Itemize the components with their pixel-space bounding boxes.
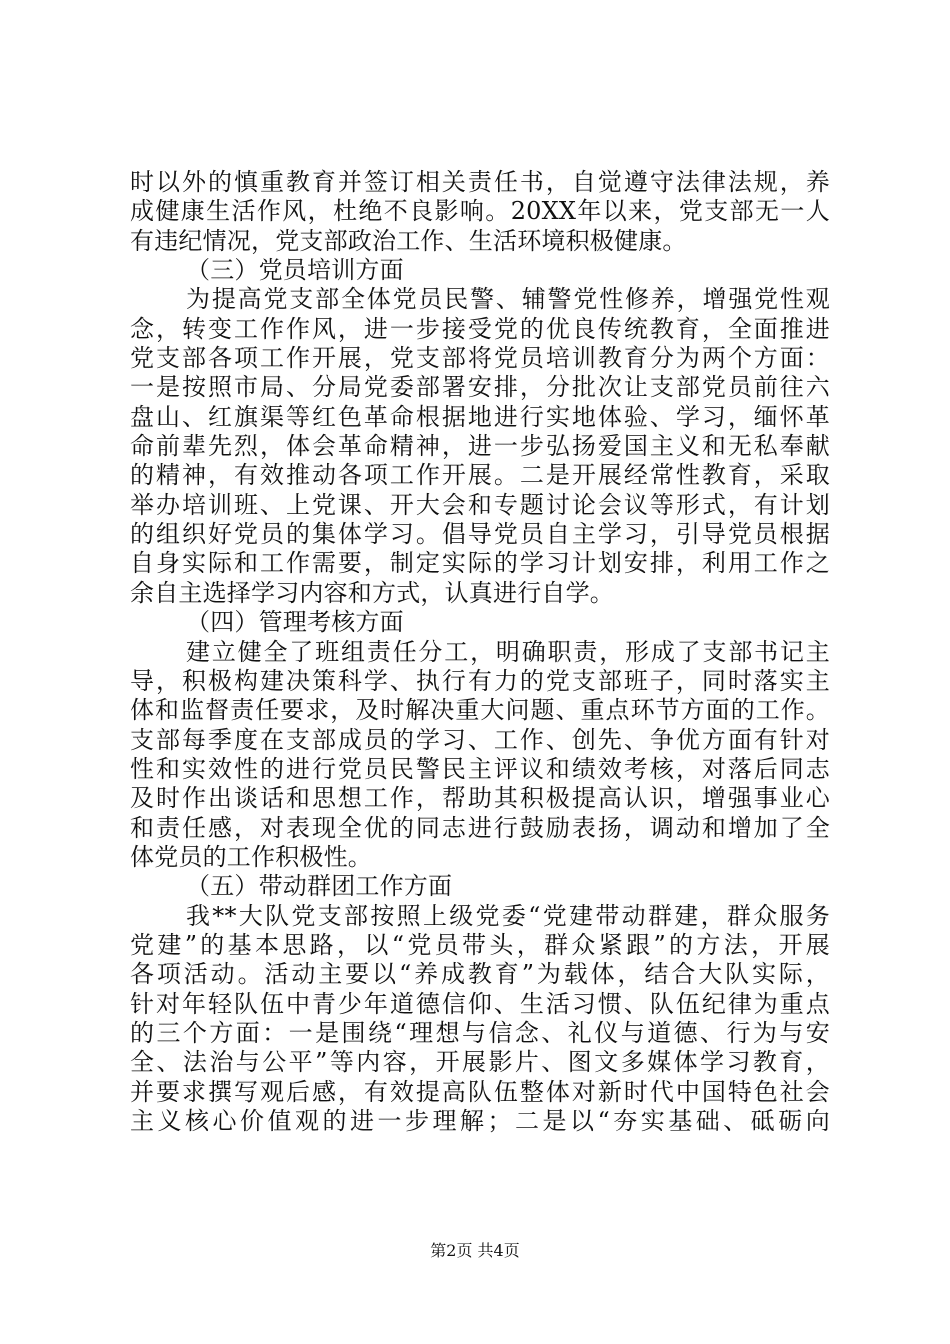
text-line: 性和实效性的进行党员民警民主评议和绩效考核，对落后同志 [130, 754, 830, 783]
text-line: 的三个方面：一是围绕“理想与信念、礼仪与道德、行为与安 [130, 1018, 830, 1047]
text-line: 和责任感，对表现全优的同志进行鼓励表扬，调动和增加了全 [130, 813, 830, 842]
text-line: 导，积极构建决策科学、执行有力的党支部班子，同时落实主 [130, 666, 830, 695]
page-number-footer: 第2页 共4页 [430, 1241, 520, 1260]
text-line: 念，转变工作作风，进一步接受党的优良传统教育，全面推进 [130, 314, 830, 343]
text-line: 盘山、红旗渠等红色革命根据地进行实地体验、学习，缅怀革 [130, 402, 830, 431]
text-line: （三）党员培训方面 [186, 256, 404, 285]
text-line: 全、法治与公平”等内容，开展影片、图文多媒体学习教育， [130, 1048, 830, 1077]
text-line: 我**大队党支部按照上级党委“党建带动群建，群众服务 [186, 901, 830, 930]
text-line: 的组织好党员的集体学习。倡导党员自主学习，引导党员根据 [130, 520, 830, 549]
text-line: 时以外的慎重教育并签订相关责任书，自觉遵守法律法规，养 [130, 168, 830, 196]
text-line: 举办培训班、上党课、开大会和专题讨论会议等形式，有计划 [130, 490, 830, 519]
text-line: （五）带动群团工作方面 [186, 872, 453, 901]
text-line: 并要求撰写观后感，有效提高队伍整体对新时代中国特色社会 [130, 1077, 830, 1106]
document-body [130, 168, 830, 1136]
text-line: 支部每季度在支部成员的学习、工作、创先、争优方面有针对 [130, 725, 830, 754]
text-line: 各项活动。活动主要以“养成教育”为载体，结合大队实际， [130, 960, 830, 989]
text-line: 的精神，有效推动各项工作开展。二是开展经常性教育，采取 [130, 461, 830, 490]
text-line: 体党员的工作积极性。 [130, 842, 372, 871]
text-line: 主义核心价值观的进一步理解；二是以“夯实基础、砥砺向 [130, 1107, 830, 1135]
text-line: 自身实际和工作需要，制定实际的学习计划安排，利用工作之 [130, 549, 830, 578]
text-line: 成健康生活作风，杜绝不良影响。20XX年以来，党支部无一人 [130, 197, 830, 226]
text-line: 余自主选择学习内容和方式，认真进行自学。 [130, 578, 614, 607]
text-line: 党建”的基本思路，以“党员带头，群众紧跟”的方法，开展 [130, 930, 830, 959]
text-line: 党支部各项工作开展，党支部将党员培训教育分为两个方面： [130, 344, 830, 373]
text-line: 命前辈先烈，体会革命精神，进一步弘扬爱国主义和无私奉献 [130, 432, 830, 461]
text-line: 建立健全了班组责任分工，明确职责，形成了支部书记主 [186, 637, 830, 666]
text-line: （四）管理考核方面 [186, 608, 404, 637]
text-line: 有违纪情况，党支部政治工作、生活环境积极健康。 [130, 226, 687, 255]
text-line: 一是按照市局、分局党委部署安排，分批次让支部党员前往六 [130, 373, 830, 402]
text-line: 为提高党支部全体党员民警、辅警党性修养，增强党性观 [186, 285, 830, 314]
text-line: 及时作出谈话和思想工作，帮助其积极提高认识，增强事业心 [130, 784, 830, 813]
text-line: 针对年轻队伍中青少年道德信仰、生活习惯、队伍纪律为重点 [130, 989, 830, 1018]
text-line: 体和监督责任要求，及时解决重大问题、重点环节方面的工作。 [130, 696, 830, 725]
